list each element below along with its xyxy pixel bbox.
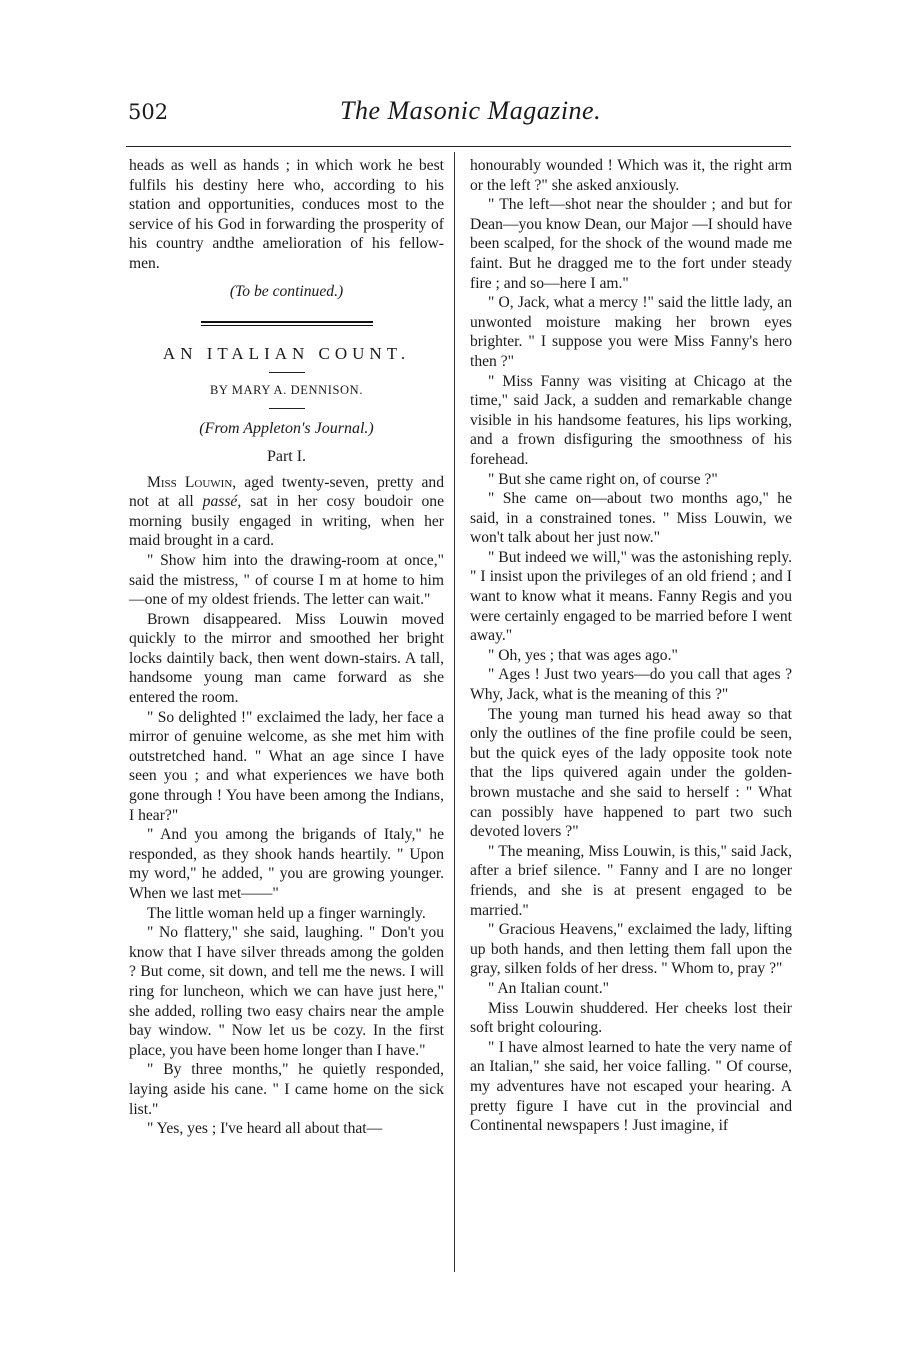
paragraph: " But indeed we will," was the astonishing reply. " I insist upon the privileges of an old friend ; and I want to know what it means. Fanny Regis and you were certainly engaged to be married before I went away." — [470, 548, 792, 645]
article-title: AN ITALIAN COUNT. — [162, 344, 411, 364]
paragraph: " Ages ! Just two years—do you call that ages ? Why, Jack, what is the meaning of this ?" — [470, 666, 792, 704]
paragraph — [129, 473, 444, 551]
page-number: 502 — [128, 100, 169, 124]
paragraph: " Gracious Heavens," exclaimed the lady, lifting up both hands, and then letting them fall upon the gray, silken folds of her dress. " Whom to, pray ?" — [470, 921, 792, 978]
paragraph: heads as well as hands ; in which work he best fulfils his destiny here who, according to his station and opportunities, conduces most to the service of his God in forwarding the prosperity of his country andthe amelioration of his fellow-men. — [129, 157, 444, 272]
paragraph: " She came on—about two months ago," he said, in a constrained tones. " Miss Louwin, we won't talk about her just now." — [470, 490, 792, 547]
part-heading: Part I. — [266, 447, 307, 465]
paragraph: " O, Jack, what a mercy !" said the little lady, an unwonted moisture making her brown eyes brighter. " I suppose you were Miss Fanny's hero then ?" — [470, 294, 792, 370]
paragraph: The young man turned his head away so that only the outlines of the fine profile could be seen, but the quick eyes of the lady opposite took note that the lips quivered again under the golden-brown mustache and she said to herself : " What can possibly have happened to part two such devoted lovers ?" — [470, 705, 792, 841]
paragraph: " Show him into the drawing-room at once," said the mistress, " of course I m at home to him—one of my oldest friends. The letter can wait." — [129, 551, 444, 609]
left-column — [129, 156, 444, 1139]
section-divider — [201, 321, 373, 326]
running-title: The Masonic Magazine. — [340, 96, 602, 125]
paragraph: " I have almost learned to hate the very name of an Italian," she said, her voice falling. " Of course, my adventures have not escaped your hearing. A pretty figure I have cut in the provincial and Continental newspapers ! Just imagine, if — [470, 1038, 792, 1135]
paragraph-text: sat in her cosy boudoir one morning busily engaged in writing, when her maid brought in a card. — [129, 493, 444, 550]
paragraph: " Yes, yes ; I've heard all about that— — [147, 1120, 383, 1138]
paragraph: The little woman held up a finger warningly. — [147, 904, 426, 922]
paragraph: " Oh, yes ; that was ages ago." — [488, 646, 678, 664]
paragraph: " And you among the brigands of Italy," he responded, as they shook hands heartily. " Upon my word," he added, " you are growing younger. When we last met——" — [129, 826, 444, 902]
paragraph: " So delighted !" exclaimed the lady, her face a mirror of genuine welcome, as she met him with outstretched hand. " What an age since I have seen you ; and what experiences we have both gone through ! You have been among the Indians, I hear?" — [129, 708, 444, 824]
character-name: Miss Louwin, — [147, 473, 237, 491]
paragraph: " The meaning, Miss Louwin, is this," said Jack, after a brief silence. " Fanny and I are no longer friends, and she is at present engaged to be married." — [470, 842, 792, 919]
right-column — [470, 156, 792, 1136]
paragraph: " No flattery," she said, laughing. " Don't you know that I have silver threads among the golden ? But come, sit down, and tell me the news. I will ring for luncheon, which we can have just here," she added, rolling two easy chairs near the ample bay window. " Now let us be cozy. In the first place, you have been home longer than I have." — [129, 924, 444, 1059]
paragraph: Miss Louwin shuddered. Her cheeks lost their soft bright colouring. — [470, 999, 792, 1037]
byline: BY MARY A. DENNISON. — [209, 382, 364, 397]
header-rule — [126, 146, 791, 147]
paragraph: " But she came right on, of course ?" — [488, 470, 718, 488]
continued-note: (To be continued.) — [229, 282, 344, 300]
paragraph: " Miss Fanny was visiting at Chicago at the time," said Jack, a sudden and remarkable change visible in his handsome features, his lips working, and a frown disfiguring the smoothness of his forehead. — [470, 372, 792, 468]
paragraph: " By three months," he quietly responded, laying aside his cane. " I came home on the sick list." — [129, 1061, 444, 1118]
paragraph: " The left—shot near the shoulder ; and but for Dean—you know Dean, our Major —I should have been scalped, for the shock of the wound made me faint. But he dragged me to the fort under steady fire ; and so—here I am." — [470, 196, 792, 292]
paragraph: honourably wounded ! Which was it, the right arm or the left ?" she asked anxiously. — [470, 157, 792, 194]
source-note: (From Appleton's Journal.) — [199, 420, 374, 438]
title-rule — [269, 372, 305, 373]
paragraph-text: aged twenty-seven, pretty and not at all — [129, 473, 444, 511]
byline-rule — [269, 408, 305, 409]
paragraph: Brown disappeared. Miss Louwin moved quickly to the mirror and smoothed her bright locks daintily back, then went down-stairs. A tall, handsome young man came forward as she entered the room. — [129, 610, 444, 707]
column-divider — [454, 152, 455, 1272]
paragraph: " An Italian count." — [488, 979, 609, 997]
italic-word: passé, — [202, 493, 242, 511]
